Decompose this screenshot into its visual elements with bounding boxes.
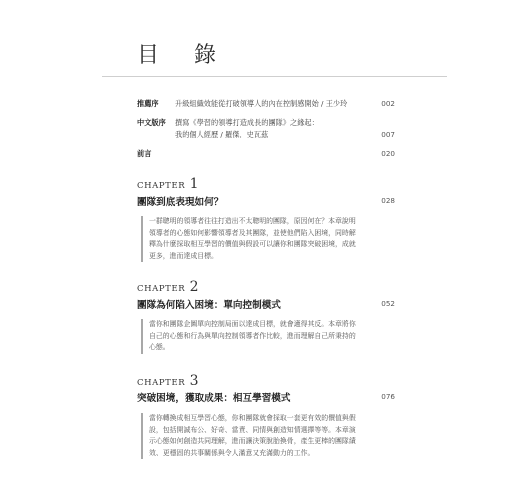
page-title: 目 錄 bbox=[137, 43, 230, 68]
toc-entry-foreword[interactable] bbox=[137, 98, 395, 110]
chapter-1-summary bbox=[141, 216, 403, 262]
summary-line: 當你轉換成相互學習心態，你和團隊就會採取一套更有效的價值與假 bbox=[149, 414, 356, 422]
summary-line: 一群聰明的領導者往往打造出不太聰明的團隊，原因何在？本章說明 bbox=[149, 217, 356, 225]
entry-page: 020 bbox=[381, 149, 395, 158]
chapter-label: CHAPTER 2 bbox=[137, 279, 200, 295]
toc-entry-chinese-preface[interactable] bbox=[137, 117, 395, 141]
entry-title: 升級組織效能從打破領導人的內在控制感開始 / 王少玲 bbox=[175, 99, 348, 108]
chapter-page: 076 bbox=[381, 392, 395, 401]
entry-page: 002 bbox=[381, 99, 395, 108]
summary-line: 自己的心態和行為與單向控制領導者作比較，進而理解自己所秉持的 bbox=[149, 331, 356, 340]
chapter-2-heading bbox=[137, 279, 395, 299]
chapter-title: 團隊為何陷入困境：單向控制模式 bbox=[137, 300, 281, 311]
chapter-number: 3 bbox=[189, 373, 200, 389]
toc-entry-introduction[interactable] bbox=[137, 148, 395, 160]
entry-label: 前言 bbox=[137, 149, 152, 158]
entry-title: 撰寫《學習的領導打造成長的團隊》之緣起： bbox=[175, 118, 319, 127]
chapter-title: 突破困境，獲取成果：相互學習模式 bbox=[137, 393, 291, 404]
summary-line: 釋為什麼採取相互學習的價值與假設可以讓你和團隊突破困境，成就 bbox=[149, 240, 356, 249]
entry-label: 推薦序 bbox=[137, 99, 159, 108]
entry-page: 007 bbox=[381, 130, 395, 139]
chapter-2-summary bbox=[141, 319, 403, 354]
toc-entry-chapter-2[interactable] bbox=[137, 297, 395, 311]
summary-line: 當你和團隊企圖單向控制局面以達成目標，就會適得其反。本章將你 bbox=[149, 320, 356, 328]
summary-line: 領導者的心態如何影響領導者及其團隊，並使他們陷入困境，同時解 bbox=[149, 228, 356, 237]
title-divider bbox=[102, 76, 447, 77]
summary-line: 更多，進而達成目標。 bbox=[149, 251, 218, 260]
entry-title-line-2: 我的個人經歷 / 羅傑．史瓦茲 bbox=[175, 130, 269, 139]
summary-line: 心態。 bbox=[149, 343, 170, 352]
chapter-number: 1 bbox=[189, 176, 200, 192]
chapter-title: 團隊到底表現如何？ bbox=[137, 197, 224, 208]
chapter-label: CHAPTER 1 bbox=[137, 176, 200, 192]
summary-line: 設，包括開誠布公、好奇、當責、同情與創造知情選擇等等。本章演 bbox=[149, 425, 356, 434]
chapter-label: CHAPTER 3 bbox=[137, 373, 200, 389]
entry-label: 中文版序 bbox=[137, 118, 166, 127]
chapter-page: 052 bbox=[381, 299, 395, 308]
toc-entry-chapter-3[interactable] bbox=[137, 390, 395, 404]
summary-line: 效、更穩固的共事關係與令人滿意又充滿動力的工作。 bbox=[149, 448, 315, 457]
chapter-3-summary bbox=[141, 413, 403, 459]
toc-entry-chapter-1[interactable] bbox=[137, 194, 395, 208]
chapter-number: 2 bbox=[189, 279, 200, 295]
summary-line: 示心態如何創造共同理解，進而讓決策脫胎換骨，產生更棒的團隊績 bbox=[149, 437, 356, 446]
chapter-page: 028 bbox=[381, 196, 395, 205]
